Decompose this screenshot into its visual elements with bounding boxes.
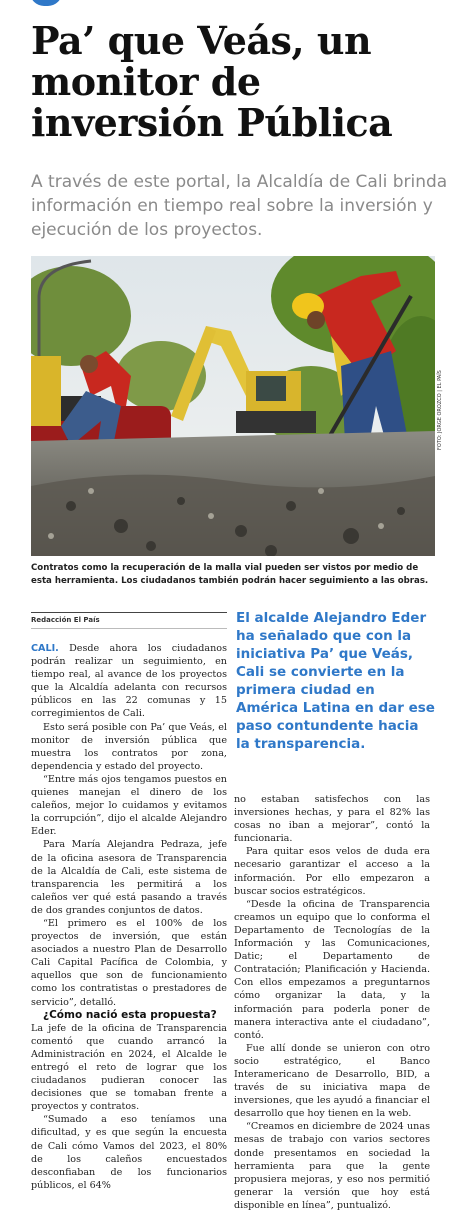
paragraph: “Sumado a eso teníamos una dificultad, y es que según la encuesta de Cali cómo Vamos del 2023, el 80% de los caleños encuestados desconfiaban de los funcionarios públicos, el 64% (31, 1114, 227, 1191)
photo-credit: FOTO: JORGE OROZCO | EL PAÍS (437, 370, 443, 450)
paragraph: “Desde la oficina de Transparencia creamos un equipo que lo conforma el Departamento de Tecnologías de la Información y las Comunicaciones, Datic; el Departamento de Contratación; Planificación y Hacienda. Con ellos empezamos a preguntarnos cómo organizar la data, y la información para poderla poner de manera interactiva ante el ciudadano”, contó. (234, 898, 430, 1041)
paragraph: La jefe de la oficina de Transparencia comentó que cuando arrancó la Administración en 2024, el Alcalde le entregó el reto de lograr que los ciudadanos pudieran conocer las decisiones que se tomaban frente a proyectos y contratos. (31, 1022, 227, 1113)
headline: Pa’ que Veás, un monitor de inversión Pública (31, 18, 393, 145)
dateline: CALI. (31, 643, 59, 654)
paragraph: Fue allí donde se unieron con otro socio estratégico, el Banco Interamericano de Desarrollo, BID, a través de su iniciativa mapa de inversiones, que les ayudó a financiar el desarrollo que hoy tienen en la web. (234, 1042, 430, 1120)
paragraph-lead (31, 642, 227, 721)
body-column-2 (234, 793, 430, 1212)
paragraph: “El primero es el 100% de los proyectos de inversión, que están asociados a nuestro Plan de Desarrollo Cali Capital Pacífica de Colombia, y aquellos que son de funcionamiento como los contratistas o prestadores de servicio”, detalló. (31, 917, 227, 1008)
photo-caption: Contratos como la recuperación de la malla vial pueden ser vistos por medio de esta herramienta. Los ciudadanos también podrán hacer seguimiento a las obras. (31, 563, 429, 586)
road-works-photo (31, 256, 435, 556)
paragraph: Para María Alejandra Pedraza, jefe de la oficina asesora de Transparencia de la Alcaldía de Cali, este sistema de transparencia les permitirá a los caleños ver qué está pasando a través de dos grandes conjuntos de datos. (31, 839, 227, 916)
paragraph: “Entre más ojos tengamos puestos en quienes manejan el dinero de los caleños, mejor lo cuidamos y evitamos la corrupción”, dijo el alcalde Alejandro Eder. (31, 773, 227, 838)
paragraph: Esto será posible con Pa’ que Veás, el monitor de inversión pública que muestra los contratos por zona, dependencia y estado del proyecto. (31, 721, 227, 772)
subheading: ¿Cómo nació esta propuesta? (43, 1008, 217, 1021)
standfirst: A través de este portal, la Alcaldía de Cali brinda información en tiempo real sobre la inversión y ejecución de los proyectos. (31, 172, 448, 240)
pull-quote: El alcalde Alejandro Eder ha señalado que con la iniciativa Pa’ que Veás, Cali se convierte en la primera ciudad en América Latina en dar ese paso contundente hacia la transparencia. (236, 610, 435, 752)
paragraph: no estaban satisfechos con las inversiones hechas, y para el 82% las cosas no iban a mejorar”, contó la funcionaria. (234, 794, 430, 845)
paragraph: “Creamos en diciembre de 2024 unas mesas de trabajo con varios sectores donde presentamos en sociedad la herramienta para que la gente propusiera mejoras, y eso nos permitió generar la versión que hoy está disponible en línea”, puntualizó. (234, 1121, 430, 1211)
byline: Redacción El País (31, 612, 227, 629)
section-tab (30, 0, 62, 6)
paragraph: Para quitar esos velos de duda era necesario garantizar el acceso a la información. Por ello empezaron a buscar socios estratégicos. (234, 846, 430, 897)
lead-text: Desde ahora los ciudadanos podrán realizar un seguimiento, en tiempo real, al avance de los proyectos que la Alcaldía adelanta con recursos públicos en las 22 comunas y 15 corregimientos de Cali. (31, 643, 227, 720)
body-column-1 (31, 642, 227, 1192)
